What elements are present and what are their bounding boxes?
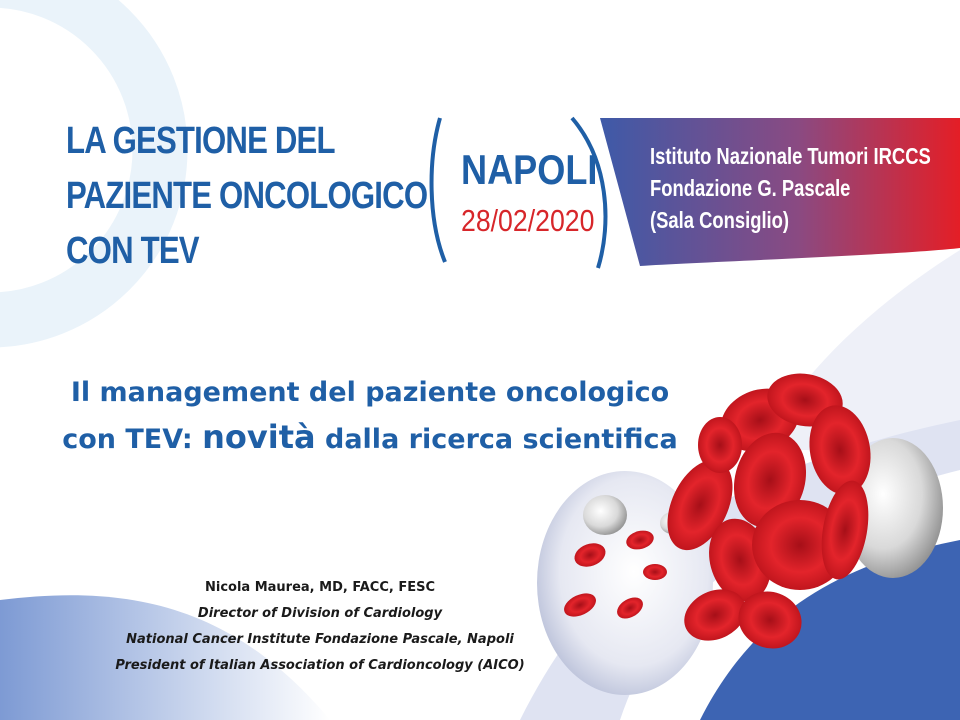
venue-line: Fondazione G. Pascale: [650, 175, 851, 201]
talk-title-line2-start: con TEV:: [62, 424, 203, 455]
author-affiliation: Director of Division of Cardiology: [197, 606, 443, 621]
venue-line: Istituto Nazionale Tumori IRCCS: [650, 143, 931, 169]
author-affiliation: President of Italian Association of Cardioncology (AICO): [115, 658, 525, 673]
event-venue: [650, 140, 931, 236]
talk-title-line2: [0, 415, 740, 462]
talk-title-line2-end: dalla ricerca scientifica: [315, 424, 678, 455]
venue-line: (Sala Consiglio): [650, 207, 790, 233]
author-name: Nicola Maurea, MD, FACC, FESC: [204, 580, 435, 595]
event-city: NAPOLI: [461, 146, 598, 193]
author-affiliation: National Cancer Institute Fondazione Pascale, Napoli: [126, 632, 514, 647]
talk-title-line1: Il management del paziente oncologico: [70, 377, 670, 408]
event-title-line: PAZIENTE ONCOLOGICO: [66, 175, 428, 217]
talk-title-emphasis: novità: [202, 418, 316, 456]
event-title-line: CON TEV: [66, 230, 199, 272]
event-title-line: LA GESTIONE DEL: [66, 120, 335, 162]
talk-title: [0, 370, 740, 462]
event-date: 28/02/2020: [461, 203, 595, 238]
event-title: [66, 114, 428, 279]
author-block: [100, 575, 540, 679]
